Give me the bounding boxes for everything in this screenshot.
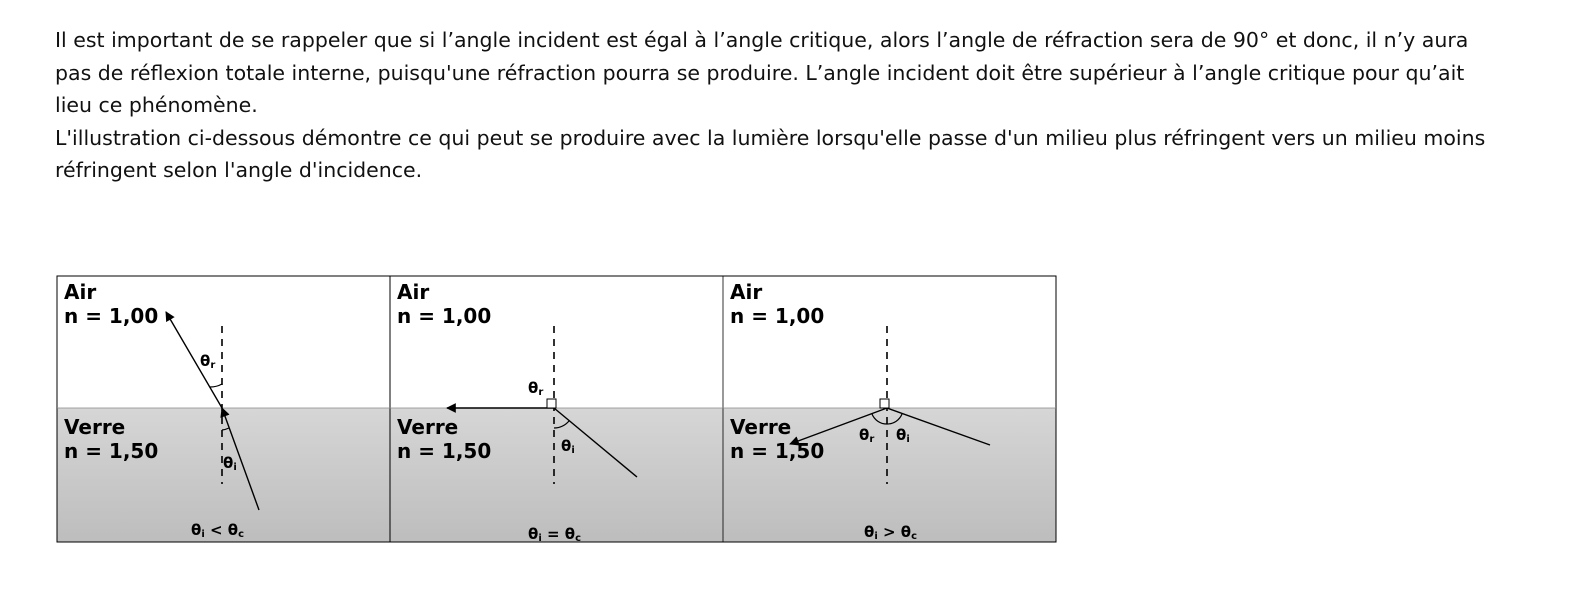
air-label: Air: [730, 280, 763, 304]
panel-caption: θi > θc: [864, 523, 918, 542]
air-index: n = 1,00: [397, 304, 492, 328]
normal-mark: [880, 399, 889, 408]
air-label: Air: [64, 280, 97, 304]
glass-index: n = 1,50: [64, 439, 159, 463]
theta-i-label: θi: [896, 426, 910, 445]
panel-caption: θi = θc: [528, 525, 582, 544]
theta-r-label: θr: [200, 352, 216, 371]
glass-index: n = 1,50: [730, 439, 825, 463]
theta-i-label: θi: [223, 454, 237, 473]
right-angle-mark: [547, 399, 556, 408]
air-index: n = 1,00: [64, 304, 159, 328]
paragraph-critical-angle: Il est important de se rappeler que si l’angle incident est égal à l’angle critique, alors l’angle de réfraction sera de 90° et donc, il n’y aura pas de réflexion totale interne, puisqu'une réfraction pourra se produire. L’angle incident doit être supérieur à l’angle critique pour qu’ait lieu ce phénomène.: [55, 28, 1469, 117]
air-label: Air: [397, 280, 430, 304]
glass-label: Verre: [64, 415, 126, 439]
theta-i-label: θi: [561, 437, 575, 456]
panel-caption: θi < θc: [191, 521, 245, 540]
glass-index: n = 1,50: [397, 439, 492, 463]
paragraph-illustration: L'illustration ci-dessous démontre ce qui peut se produire avec la lumière lorsqu'elle passe d'un milieu plus réfringent vers un milieu moins réfringent selon l'angle d'incidence.: [55, 125, 1486, 182]
glass-label: Verre: [730, 415, 792, 439]
glass-label: Verre: [397, 415, 459, 439]
theta-r-label: θr: [528, 379, 544, 398]
air-region: [57, 276, 1056, 408]
air-index: n = 1,00: [730, 304, 825, 328]
theta-r-label: θr: [859, 426, 875, 445]
